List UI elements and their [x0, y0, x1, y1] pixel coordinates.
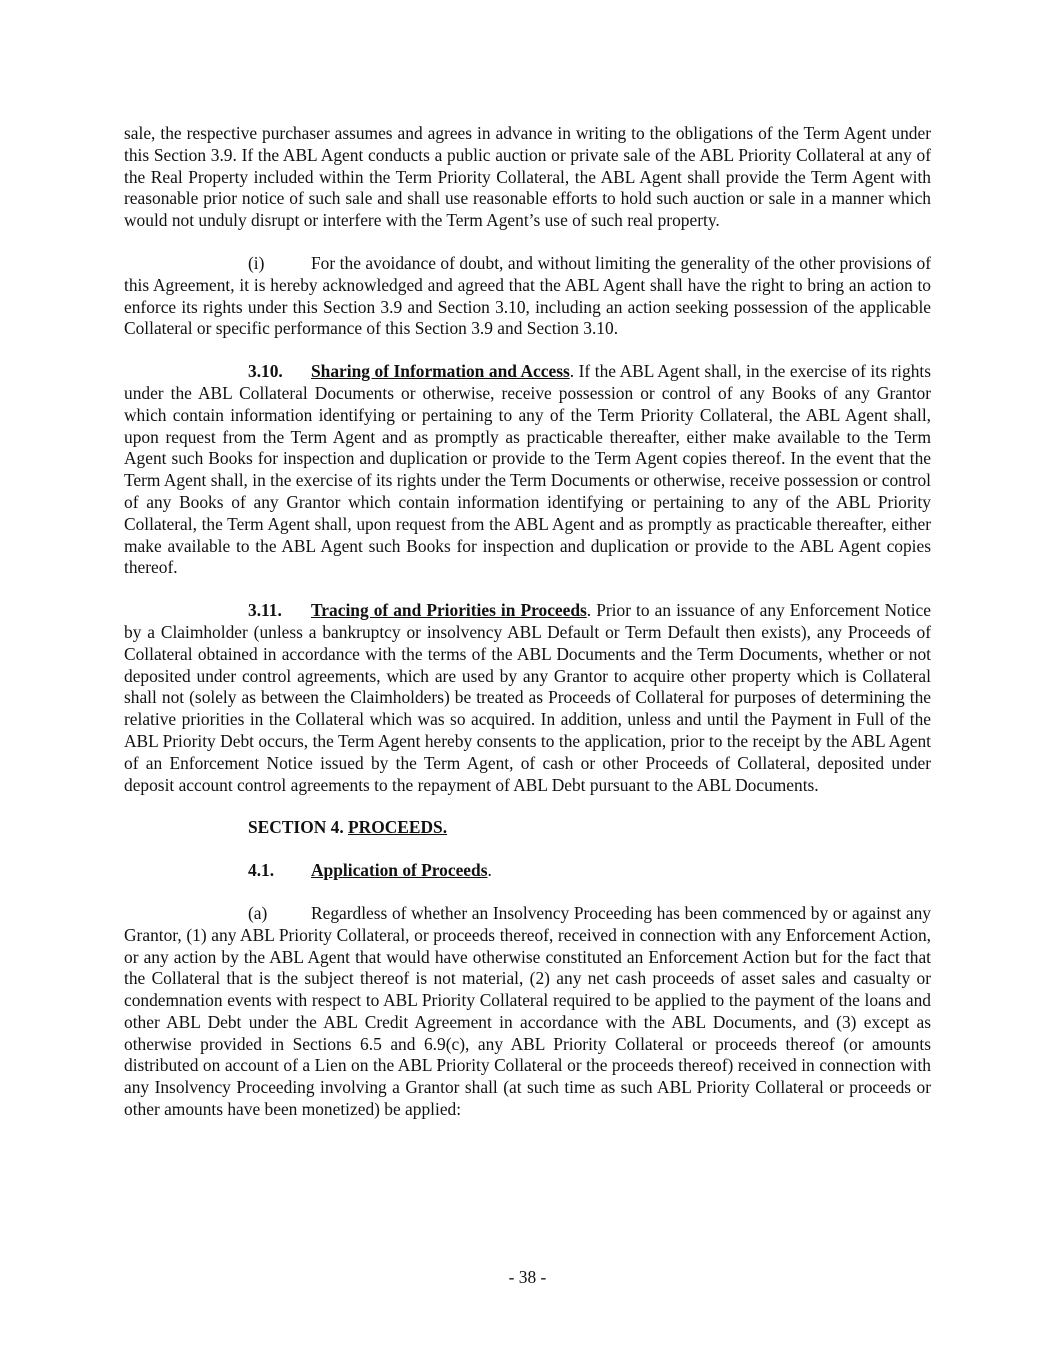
section-4-1-suffix: .	[487, 860, 492, 881]
section-3-10-text: . If the ABL Agent shall, in the exercise of its rights under the ABL Collateral Documents or otherwise, receive possession or control of any Books of any Grantor which contain information identifying or pertaining to any of the Term Priority Collateral, the ABL Agent shall, upon request from the Term Agent and as promptly as practicable thereafter, either make available to the Term Agent such Books for inspection and duplication or provide to the Term Agent copies thereof. In the event that the Term Agent shall, in the exercise of its rights under the Term Documents or otherwise, receive possession or control of any Books of any Grantor which contain information identifying or pertaining to any of the ABL Priority Collateral, the Term Agent shall, upon request from the ABL Agent and as promptly as practicable thereafter, either make available to the ABL Agent such Books for inspection and duplication or provide to the ABL Agent copies thereof.	[124, 361, 931, 578]
section-4-title: PROCEEDS.	[348, 817, 448, 838]
section-3-10-title: Sharing of Information and Access	[311, 361, 570, 382]
section-3-11-text: . Prior to an issuance of any Enforcement Notice by a Claimholder (unless a bankruptcy or insolvency ABL Default or Term Default then exists), any Proceeds of Collateral obtained in accordance with the terms of the ABL Documents and the Term Documents, whether or not deposited under control agreements, which are used by any Grantor to acquire other property which is Collateral shall not (solely as between the Claimholders) be treated as Proceeds of Collateral for purposes of determining the relative priorities in the Collateral which was so acquired. In addition, unless and until the Payment in Full of the ABL Priority Debt occurs, the Term Agent hereby consents to the application, prior to the receipt by the ABL Agent of an Enforcement Notice issued by the Term Agent, of cash or other Proceeds of Collateral, deposited under deposit account control agreements to the repayment of ABL Debt pursuant to the ABL Documents.	[124, 600, 931, 795]
paragraph-i	[124, 253, 931, 340]
section-4-prefix: SECTION 4.	[248, 817, 349, 838]
section-4-1-title: Application of Proceeds	[311, 860, 488, 881]
paragraph-a-text: Regardless of whether an Insolvency Proceeding has been commenced by or against any Grantor, (1) any ABL Priority Collateral, or proceeds thereof, received in connection with any Enforcement Action, or any action by the ABL Agent that would have otherwise constituted an Enforcement Action but for the fact that the Collateral that is the subject thereof is not material, (2) any net cash proceeds of asset sales and casualty or condemnation events with respect to ABL Priority Collateral required to be applied to the payment of the loans and other ABL Debt under the ABL Credit Agreement in accordance with the ABL Documents, and (3) except as otherwise provided in Sections 6.5 and 6.9(c), any ABL Priority Collateral or proceeds thereof (or amounts distributed on account of a Lien on the ABL Priority Collateral or the proceeds thereof) received in connection with any Insolvency Proceeding involving a Grantor shall (at such time as such ABL Priority Collateral or proceeds or other amounts have been monetized) be applied:	[124, 902, 931, 1120]
section-3-11	[124, 600, 931, 796]
section-4-1-heading	[248, 860, 931, 882]
section-4-1-number: 4.1.	[248, 860, 275, 881]
section-4-heading	[248, 817, 931, 839]
section-3-11-title: Tracing of and Priorities in Proceeds	[311, 600, 587, 621]
paragraph-i-marker: (i)	[248, 252, 265, 273]
page-number: - 38 -	[508, 1267, 547, 1287]
paragraph-a-marker: (a)	[248, 902, 268, 923]
section-3-10-number: 3.10.	[248, 361, 283, 382]
document-body	[124, 123, 931, 1142]
paragraph-a	[124, 903, 931, 1121]
section-3-11-number: 3.11.	[248, 600, 282, 621]
paragraph-sale-continuation: sale, the respective purchaser assumes and agrees in advance in writing to the obligations of the Term Agent under this Section 3.9. If the ABL Agent conducts a public auction or private sale of the ABL Priority Collateral at any of the Real Property included within the Term Priority Collateral, the ABL Agent shall provide the Term Agent with reasonable prior notice of such sale and shall use reasonable efforts to hold such auction or sale in a manner which would not unduly disrupt or interfere with the Term Agent’s use of such real property.	[124, 123, 931, 231]
paragraph-i-text: For the avoidance of doubt, and without limiting the generality of the other provisions of this Agreement, it is hereby acknowledged and agreed that the ABL Agent shall have the right to bring an action to enforce its rights under this Section 3.9 and Section 3.10, including an action seeking possession of the applicable Collateral or specific performance of this Section 3.9 and Section 3.10.	[124, 252, 931, 339]
section-3-10	[124, 361, 931, 579]
